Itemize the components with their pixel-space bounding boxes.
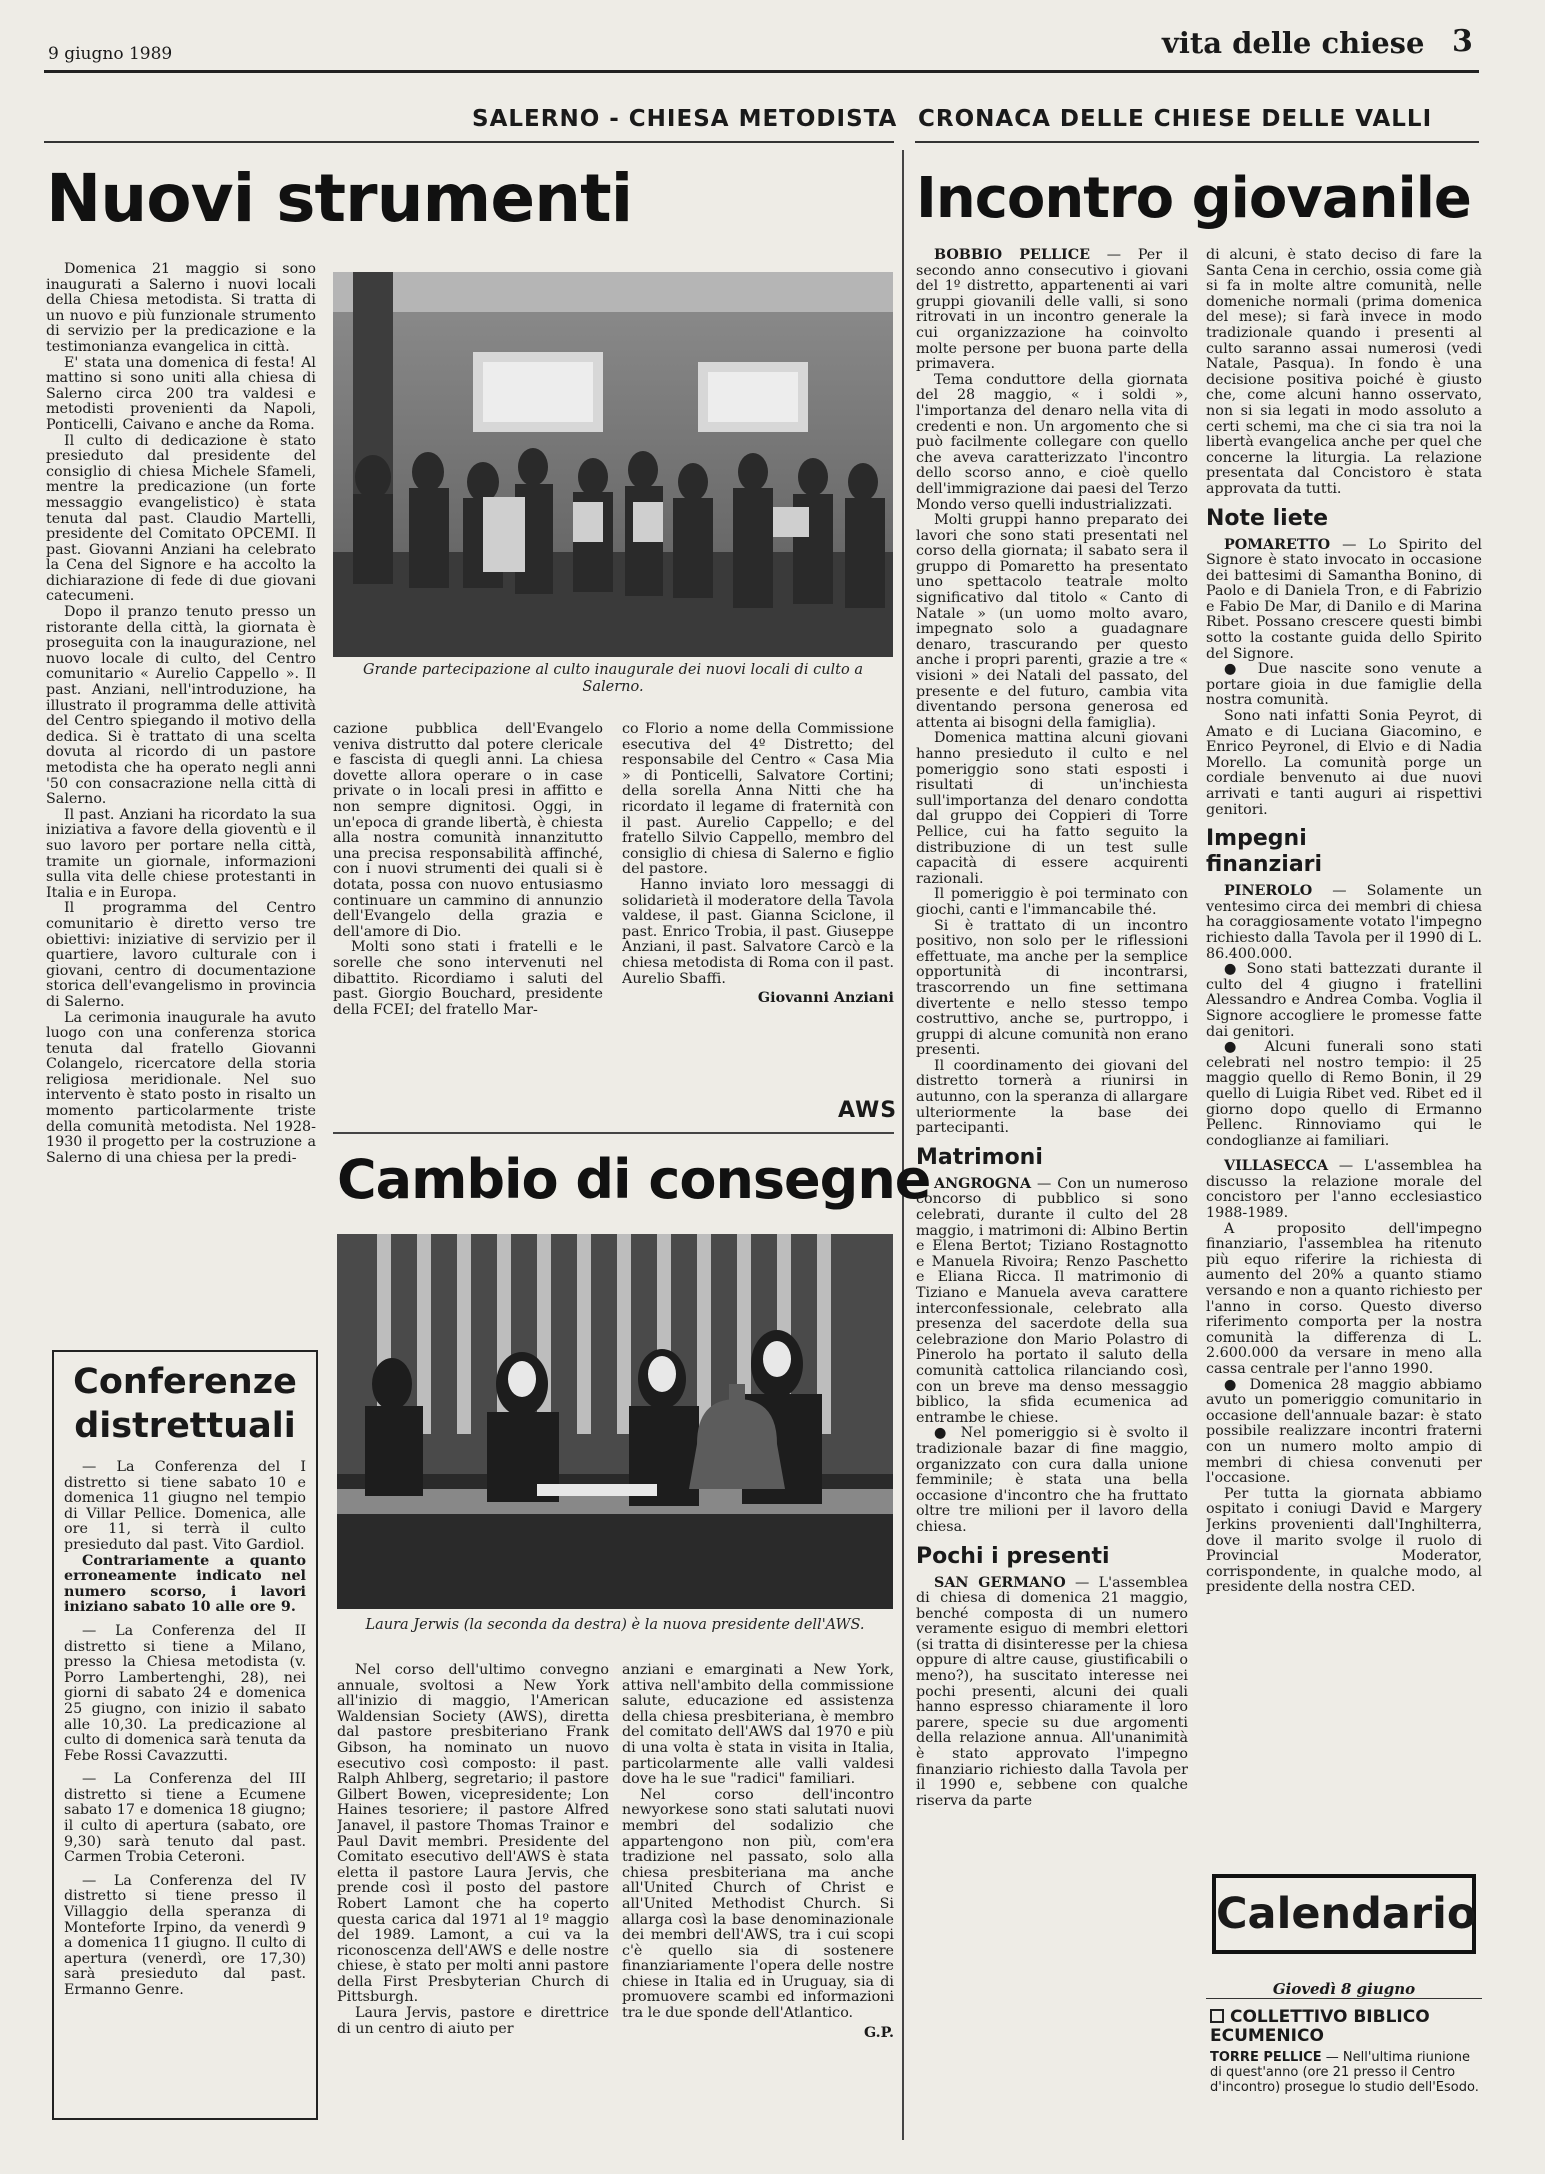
right-kicker: CRONACA DELLE CHIESE DELLE VALLI bbox=[918, 106, 1433, 132]
conferenze-box bbox=[52, 1350, 318, 2120]
event-description: — Nell'ultima riunione di quest'anno (ore 21 presso il Centro d'incontro) prosegue lo studio dell'Esodo. bbox=[1210, 2050, 1479, 2095]
right-kicker-rule bbox=[915, 141, 1479, 143]
conference-item: — La Conferenza del IV distretto si tiene presso il Villaggio della speranza di Monteforte Irpino, da venerdì 9 a domenica 11 giugno. Il culto di apertura (venerdì, ore 17,30) sarà presieduto dal past. Ermanno Genre. bbox=[64, 1872, 306, 1998]
paragraph: cazione pubblica dell'Evangelo veniva distrutto dal potere clericale e fascista di quegli anni. La chiesa dovette allora operare o in case private o in locali presi in affitto e non sempre dignitosi. Oggi, in un'epoca di grande libertà, è chiesta alla nostra comunità innanzitutto una precisa responsabilità affinché, con i nuovi strumenti dei quali si è dotata, possa con nuovo entusiasmo continuare un cammino di annunzio dell'Evangelo della grazia e dell'amore di Dio. bbox=[333, 722, 603, 940]
event-title-text: COLLETTIVO BIBLICO ECUMENICO bbox=[1210, 2007, 1430, 2046]
calendario-event-title bbox=[1210, 2008, 1482, 2046]
paragraph: Dopo il pranzo tenuto presso un ristorante della città, la giornata è proseguita con la inaugurazione, nel nuovo locale di culto, del Centro comunitario « Aurelio Cappello ». Il past. Anziani, nell'introduzione, ha illustrato il programma delle attività del Centro spiegando il motivo della dedica. Si è trattato di una scelta dovuta al ricordo di un pastore metodista che ha operato negli anni '50 con consacrazione nella città di Salerno. bbox=[46, 604, 316, 808]
left-headline: Nuovi strumenti bbox=[46, 160, 633, 237]
conference-correction: Contrariamente a quanto erroneamente indicato nel numero scorso, i lavori iniziano sabato 10 alle ore 9. bbox=[64, 1552, 306, 1616]
place-pinerolo: PINEROLO bbox=[1224, 883, 1313, 900]
conference-item: — La Conferenza del I distretto si tiene sabato 10 e domenica 11 giugno nel tempio di Villar Pellice. Domenica, alle ore 11, si terrà il culto presieduto dal past. Vito Gardiol. bbox=[64, 1460, 306, 1553]
paragraph: Sono nati infatti Sonia Peyrot, di Amato e di Luciana Giacomino, e Enrico Peyronel, di Elvio e di Nadia Morello. La comunità porge un cordiale benvenuto ai due nuovi arrivati e tanti auguri ai rispettivi genitori. bbox=[1206, 708, 1482, 818]
place-angrogna: ANGROGNA bbox=[934, 1175, 1032, 1192]
event-place: TORRE PELLICE bbox=[1210, 2050, 1322, 2065]
paragraph: ● Due nascite sono venute a portare gioia in due famiglie della nostra comunità. bbox=[1206, 661, 1482, 709]
aws-article-col2 bbox=[622, 1663, 894, 2133]
note-liete-heading: Note liete bbox=[1206, 505, 1329, 531]
paragraph: ● Alcuni funerali sono stati celebrati nel nostro tempio: il 25 maggio quello di Remo Bonin, il 29 quello di Luigia Ribet ved. Ribet ed il giorno dopo quello di Ermanno Pellenc. Rinnoviamo qui le condoglianze ai familiari. bbox=[1206, 1039, 1482, 1149]
paragraph: Si è trattato di un incontro positivo, non solo per le riflessioni effettuate, ma anche per la semplice opportunità di incontrarsi, trascorrendo un fine settimana divertente e nello stesso tempo costruttivo, anche se, purtroppo, i gruppi di alcune comunità non erano presenti. bbox=[916, 917, 1188, 1059]
paragraph: Nel corso dell'incontro newyorkese sono stati salutati nuovi membri del sodalizio che appartengono non più, com'era tradizione nel passato, solo alla chiesa presbiteriana ma anche all'United Church of Christ e all'United Methodist Church. Si allarga così la base denominazionale dei membri dell'AWS, tra i cui scopi c'è quello sia di sostenere finanziariamente l'opera delle nostre chiese in Italia ed in Uruguay, sia di promuovere scambi ed informazioni tra le due sponde dell'Atlantico. bbox=[622, 1786, 894, 2022]
aws-signature: G.P. bbox=[863, 2024, 894, 2041]
masthead-rule bbox=[44, 70, 1479, 73]
left-article-col1 bbox=[46, 262, 316, 1328]
paragraph: Il pomeriggio è poi terminato con giochi, canti e l'immancabile thé. bbox=[916, 886, 1188, 918]
calendario-date: Giovedì 8 giugno bbox=[1206, 1980, 1482, 1999]
place-pomaretto: POMARETTO bbox=[1224, 536, 1331, 553]
paragraph: Domenica mattina alcuni giovani hanno presieduto il culto e nel pomeriggio sono stati esposti i risultati di un'inchiesta sull'importanza del denaro condotta dal gruppo dei Coppieri di Torre Pellice, cui ha fatto seguito la distribuzione di un test sulle capacità di essere acquirenti razionali. bbox=[916, 730, 1188, 887]
paragraph: — Solamente un ventesimo circa dei membri di chiesa ha coraggiosamente votato l'impegno richiesto dalla Tavola per il 1990 di L. 86.400.000. bbox=[1206, 883, 1482, 962]
aws-kicker-rule bbox=[333, 1132, 894, 1134]
aws-caption: Laura Jerwis (la seconda da destra) è la nuova presidente dell'AWS. bbox=[365, 1617, 865, 1633]
inauguration-photo bbox=[333, 272, 893, 657]
paragraph: Molti sono stati i fratelli e le sorelle che sono intervenuti nel dibattito. Ricordiamo i saluti del past. Giorgio Bouchard, presidente della FCEI; del fratello Mar- bbox=[333, 939, 603, 1018]
paragraph: ● Nel pomeriggio si è svolto il tradizionale bazar di fine maggio, organizzato con cura dalla unione femminile; è stata una bella occasione d'incontro che ha fruttato oltre tre milioni per il lavoro della chiesa. bbox=[916, 1425, 1188, 1535]
paragraph: Il past. Anziani ha ricordato la sua iniziativa a favore della gioventù e il suo lavoro per portare nella città, tramite un giornale, informazioni sulla vita delle chiese protestanti in Italia e in Europa. bbox=[46, 806, 316, 901]
pochi-heading: Pochi i presenti bbox=[916, 1543, 1110, 1569]
paragraph: E' stata una domenica di festa! Al mattino si sono uniti alla chiesa di Salerno circa 200 tra valdesi e metodisti provenienti da Napoli, Ponticelli, Caivano e anche da Roma. bbox=[46, 354, 316, 433]
paragraph: Hanno inviato loro messaggi di solidarietà il moderatore della Tavola valdese, il past. Gianna Sciclone, il past. Enrico Trobia, il past. Giuseppe Anziani, il past. Salvatore Carcò e la chiesa metodista di Roma con il past. Aurelio Sbaffi. bbox=[622, 876, 894, 987]
inauguration-caption: Grande partecipazione al culto inaugurale dei nuovi locali di culto a Salerno. bbox=[362, 662, 863, 695]
paragraph: Laura Jervis, pastore e direttrice di un centro di aiuto per bbox=[337, 2005, 609, 2037]
aws-article-col1 bbox=[337, 1663, 609, 2133]
issue-date: 9 giugno 1989 bbox=[48, 44, 173, 64]
column-separator bbox=[902, 150, 904, 2140]
paragraph: — Lo Spirito del Signore è stato invocato in occasione dei battesimi di Samantha Bonino, di Paolo e di Daniela Tron, e di Fabrizio e Fabio De Mar, di Danilo e di Marina Ribet. Possano crescere questi bimbi sotto la costante guida dello Spirito del Signore. bbox=[1206, 536, 1482, 662]
left-article-col3 bbox=[622, 722, 894, 1072]
paragraph: — L'assemblea di chiesa di domenica 21 maggio, benché composta di un numero veramente esiguo di membri elettori (si tratta di disinteresse per la chiesa oppure di altre cause, giustificabili o meno?), ha suscitato interesse nei pochi presenti, alcuni dei quali hanno espresso chiaramente il loro parere, specie su due argomenti della relazione annua. All'unanimità è stato approvato l'impegno finanziario richiesto dalla Tavola per il 1990 e, sebbene con qualche riserva da parte bbox=[916, 1574, 1188, 1809]
paragraph: ● Sono stati battezzati durante il culto del 4 giugno i fratellini Alessandro e Andrea Comba. Voglia il Signore accogliere le promesse fatte dai genitori. bbox=[1206, 961, 1482, 1040]
inauguration-photo-image bbox=[333, 272, 893, 657]
page-number: 3 bbox=[1452, 24, 1473, 59]
left-article-col2 bbox=[333, 722, 603, 1072]
author-signature: Giovanni Anziani bbox=[757, 990, 894, 1007]
paragraph: di alcuni, è stato deciso di fare la Santa Cena in cerchio, ossia come già si fa in molte altre comunità, nelle domeniche normali (prima domenica del mese); si farà invece in modo tradizionale quando i presenti al culto saranno assai numerosi (vedi Natale, Pasqua). In fondo è una decisione positiva poiché è giusto che, come alcuni hanno osservato, non si sia legati in modo assoluto a certi schemi, ma che ci sia tra noi la libertà evangelica anche per quel che concerne la liturgia. La relazione presentata dal Concistoro è stata approvata da tutti. bbox=[1206, 248, 1482, 497]
section-title: vita delle chiese bbox=[1162, 26, 1425, 60]
paragraph: A proposito dell'impegno finanziario, l'assemblea ha ritenuto più equo riferire la richiesta di aumento del 20% a quanto stiamo versando e non a quanto richiesto per l'anno in corso. Questo diverso riferimento comporta per la nostra comunità la differenza di L. 2.600.000 da versare in meno alla cassa centrale per l'anno 1990. bbox=[1206, 1220, 1482, 1377]
right-col2 bbox=[1206, 248, 1482, 1858]
aws-headline: Cambio di consegne bbox=[337, 1148, 931, 1211]
checkbox-icon bbox=[1210, 2009, 1224, 2023]
place-bobbio: BOBBIO PELLICE bbox=[934, 248, 1091, 263]
conference-item: — La Conferenza del II distretto si tiene a Milano, presso la Chiesa metodista (v. Porro Lambertenghi, 28), nei giorni di sabato 24 e domenica 25 giugno, con inizio il sabato alle 10,30. La predicazione al culto di domenica sarà tenuta da Febe Rossi Cavazzutti. bbox=[64, 1622, 306, 1764]
aws-photo-image bbox=[337, 1234, 893, 1609]
paragraph: Il programma del Centro comunitario è diretto verso tre obiettivi: iniziative di servizio per il quartiere, lavoro culturale con i giovani, centro di documentazione storica dell'evangelismo in provincia di Salerno. bbox=[46, 900, 316, 1010]
paragraph: — L'assemblea ha discusso la relazione morale del concistoro per l'anno ecclesiastico 1988-1989. bbox=[1206, 1158, 1482, 1222]
calendario-event-text bbox=[1210, 2050, 1482, 2095]
matrimoni-heading: Matrimoni bbox=[916, 1144, 1043, 1170]
paragraph: Nel corso dell'ultimo convegno annuale, svoltosi a New York all'inizio di maggio, l'American Waldensian Society (AWS), diretta dal pastore presbiteriano Frank Gibson, ha nominato un nuovo esecutivo così composto: il past. Ralph Ahlberg, segretario; il pastore Gilbert Bowen, vicepresidente; Lon Haines tesoriere; il pastore Alfred Janavel, il pastore Thomas Trainor e Paul Davit membri. Presidente del Comitato esecutivo dell'AWS è stata eletta il pastore Laura Jervis, che prende così il posto del pastore Robert Lamont che ha coperto questa carica dal 1971 al 1º maggio del 1989. Lamont, a cui va la riconoscenza dell'AWS e delle nostre chiese, è stato per molti anni pastore della First Presbyterian Church di Pittsburgh. bbox=[337, 1663, 609, 2006]
paragraph: co Florio a nome della Commissione esecutiva del 4º Distretto; del responsabile del Centro « Casa Mia » di Ponticelli, Salvatore Cortini; della sorella Anna Nitti che ha ricordato il legame di fraternità con il past. Aurelio Cappello; e del fratello Silvio Cappello, membro del consiglio di chiesa di Salerno e figlio del pastore. bbox=[622, 722, 894, 878]
place-san-germano: SAN GERMANO bbox=[934, 1574, 1066, 1591]
place-villasecca: VILLASECCA bbox=[1224, 1158, 1329, 1175]
paragraph: Tema conduttore della giornata del 28 maggio, « i soldi », l'importanza del denaro nella vita di credenti e non. Un argomento che si può facilmente collegare con quello che aveva caratterizzato l'incontro dello scorso anno, e cioè quello dell'immigrazione dai paesi del Terzo Mondo verso quelli industrializzati. bbox=[916, 371, 1188, 513]
aws-kicker: AWS bbox=[838, 1098, 898, 1123]
aws-photo bbox=[337, 1234, 893, 1609]
paragraph: anziani e emarginati a New York, attiva nell'ambito della commissione salute, educazione ed assistenza della chiesa presbiteriana, è membro del comitato dell'AWS dal 1970 e più di una volta è stata in visita in Italia, particolarmente alle valli valdesi dove ha le sue "radici" familiari. bbox=[622, 1663, 894, 1788]
paragraph: ● Domenica 28 maggio abbiamo avuto un pomeriggio comunitario in occasione dell'annuale bazar: è stato possibile realizzare incontri fraterni con un numero molto ampio di membri di chiesa convenuti per l'occasione. bbox=[1206, 1376, 1482, 1487]
conferenze-text bbox=[64, 1460, 306, 2140]
paragraph: Per tutta la giornata abbiamo ospitato i coniugi David e Margery Jerkins provenienti dall'Inghilterra, dove il marito svolge il ruolo di Provincial Moderator, corrispondente, in qualche modo, al presidente della nostra CED. bbox=[1206, 1485, 1482, 1596]
paragraph: — Per il secondo anno consecutivo i giovani del 1º distretto, appartenenti ai vari gruppi giovanili delle valli, si sono ritrovati in un incontro generale la cui organizzazione ha coinvolto molte persone per buona parte della primavera. bbox=[916, 248, 1188, 373]
left-kicker: SALERNO - CHIESA METODISTA bbox=[472, 106, 898, 132]
paragraph: Domenica 21 maggio si sono inaugurati a Salerno i nuovi locali della Chiesa metodista. Si tratta di un nuovo e più funzionale strumento di servizio per la predicazione e la testimonianza evangelica in città. bbox=[46, 262, 316, 355]
paragraph: Il culto di dedicazione è stato presieduto dal presidente del consiglio di chiesa Michele Sfameli, mentre la predicazione (un forte messaggio evangelistico) è stata tenuta dal past. Claudio Martelli, presidente del Comitato OPCEMI. Il past. Giovanni Anziani ha celebrato la Cena del Signore e ha accolto la dichiarazione di fede di due giovani catecumeni. bbox=[46, 432, 316, 605]
paragraph: — Con un numeroso concorso di pubblico si sono celebrati, durante il culto del 28 maggio, i matrimoni di: Albino Bertin e Elena Bertot; Tiziano Rostagnotto e Manuela Rivoira; Renzo Paschetto e Eliana Ricca. Il matrimonio di Tiziano e Manuela aveva carattere interconfessionale, celebrato alla presenza del sacerdote della sua celebrazione don Mario Polastro di Pinerolo ha portato il saluto della comunità cattolica rilanciando così, con un breve ma denso messaggio biblico, la sfida ecumenica ad entrambe le chiese. bbox=[916, 1175, 1188, 1426]
paragraph: Il coordinamento dei giovani del distretto tornerà a riunirsi in autunno, con la speranza di allargare ulteriormente la base dei partecipanti. bbox=[916, 1057, 1188, 1137]
right-col1 bbox=[916, 248, 1188, 2138]
calendario-box: Calendario bbox=[1212, 1874, 1476, 1954]
impegni-heading: Impegni finanziari bbox=[1206, 826, 1323, 878]
paragraph: Molti gruppi hanno preparato dei lavori che sono stati presentati nel corso della giornata; il sabato sera il gruppo di Pomaretto ha presentato uno spettacolo teatrale molto significativo dal titolo « Canto di Natale » (un uomo molto avaro, impegnato solo a guadagnare denaro, trascurando per questo anche i propri parenti, grazie a tre « visioni » dei Natali del passato, del presente e del futuro, cambia vita diventando persona generosa ed attenta ai bisogni della famiglia). bbox=[916, 512, 1188, 731]
conferenze-title: Conferenze distrettuali bbox=[73, 1362, 297, 1446]
conference-item: — La Conferenza del III distretto si tiene a Ecumene sabato 17 e domenica 18 giugno; il culto di apertura (sabato, ore 9,30) sarà tenuto dal past. Carmen Trobia Ceteroni. bbox=[64, 1771, 306, 1866]
left-kicker-rule bbox=[44, 141, 894, 143]
right-headline: Incontro giovanile bbox=[916, 166, 1471, 231]
paragraph: La cerimonia inaugurale ha avuto luogo con una conferenza storica tenuta dal fratello Giovanni Colangelo, ricercatore della storia religiosa meridionale. Nel suo intervento è stato posto in risalto un momento particolarmente triste della comunità metodista. Nel 1928-1930 il progetto per la costruzione a Salerno di una chiesa per la predi- bbox=[46, 1009, 316, 1166]
